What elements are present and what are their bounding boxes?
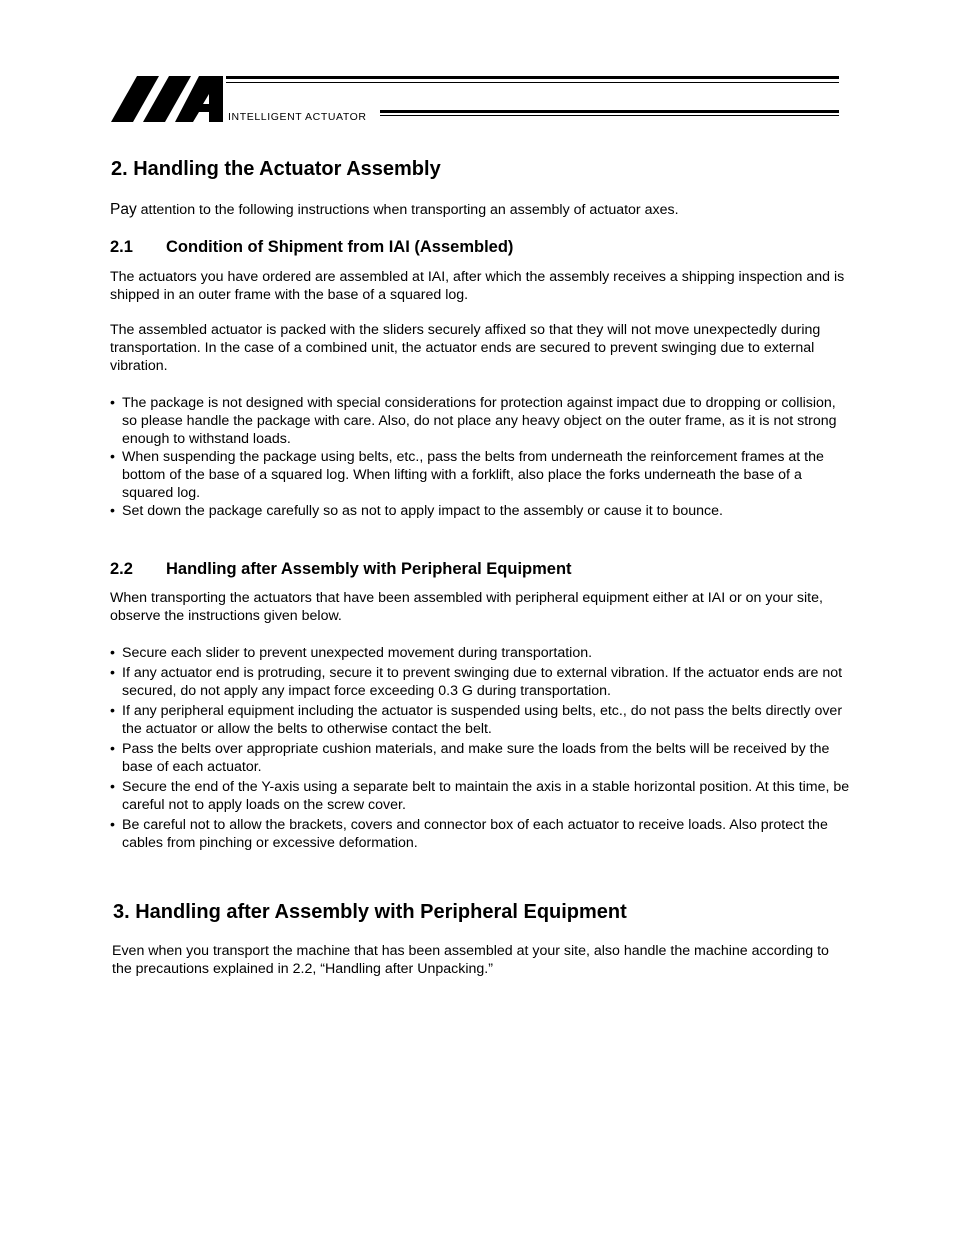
bullet-icon: •	[110, 395, 115, 411]
subsection-2-2-heading	[110, 559, 572, 579]
bullet-icon: •	[110, 741, 115, 757]
subsection-2-1-heading	[110, 237, 513, 257]
header-rule	[226, 76, 839, 79]
header-rule	[226, 82, 839, 83]
list-item: • The package is not designed with special considerations for protection against impact due to dropping or collision, so please handle the package with care. Also, do not place any heavy object on the outer frame, as it is not strong enough to withstand loads.	[110, 395, 837, 447]
paragraph: The assembled actuator is packed with the sliders securely affixed so that they will not move unexpectedly during transportation. In the case of a combined unit, the actuator ends are secured to prevent swinging due to external vibration.	[110, 322, 821, 374]
list-item: • Be careful not to allow the brackets, covers and connector box of each actuator to receive loads. Also protect the cables from pinching or excessive deformation.	[110, 817, 828, 851]
list-item: • If any peripheral equipment including the actuator is suspended using belts, etc., do not pass the belts directly over the actuator or allow the belts to otherwise contact the belt.	[110, 703, 843, 737]
subsection-title: Condition of Shipment from IAI (Assembled)	[166, 238, 514, 256]
bullet-icon: •	[110, 449, 115, 465]
bullet-list	[110, 644, 850, 854]
intro-first-word: Pay	[110, 201, 137, 218]
bullet-icon: •	[110, 817, 115, 833]
section-2-intro	[110, 201, 679, 219]
section-2-title: 2. Handling the Actuator Assembly	[111, 158, 441, 180]
paragraph: Even when you transport the machine that has been assembled at your site, also handle the machine according to the precautions explained in 2.2, “Handling after Unpacking.”	[112, 943, 829, 977]
iai-logo-icon	[111, 76, 223, 123]
list-item: • Set down the package carefully so as not to apply impact to the assembly or cause it to bounce.	[110, 503, 723, 519]
bullet-icon: •	[110, 779, 115, 795]
header-rule	[380, 115, 839, 116]
bullet-list	[110, 394, 850, 520]
list-item: • Secure the end of the Y-axis using a separate belt to maintain the axis in a stable horizontal position. At this time, be careful not to apply loads on the screw cover.	[110, 779, 850, 813]
intro-rest: attention to the following instructions when transporting an assembly of actuator axes.	[136, 202, 679, 218]
bullet-icon: •	[110, 665, 115, 681]
bullet-icon: •	[110, 503, 115, 519]
bullet-icon: •	[110, 645, 115, 661]
bullet-icon: •	[110, 703, 115, 719]
subsection-title: Handling after Assembly with Peripheral Equipment	[166, 560, 572, 578]
subsection-number: 2.1	[110, 238, 133, 256]
header-rule	[380, 110, 839, 113]
list-item: • Pass the belts over appropriate cushion materials, and make sure the loads from the belts will be received by the base of each actuator.	[110, 741, 830, 775]
section-3-title: 3. Handling after Assembly with Peripheral Equipment	[113, 901, 627, 923]
paragraph: The actuators you have ordered are assembled at IAI, after which the assembly receives a shipping inspection and is shipped in an outer frame with the base of a squared log.	[110, 269, 845, 303]
list-item: • Secure each slider to prevent unexpected movement during transportation.	[110, 645, 593, 661]
list-item: • When suspending the package using belts, etc., pass the belts from underneath the reinforcement frames at the bottom of the base of a squared log. When lifting with a forklift, also place the forks underneath the base of a squared log.	[110, 449, 824, 501]
list-item: • If any actuator end is protruding, secure it to prevent swinging due to external vibration. If the actuator ends are not secured, do not apply any impact force exceeding 0.3 G during transportation.	[110, 665, 843, 699]
subsection-number: 2.2	[110, 560, 133, 578]
logo-text: INTELLIGENT ACTUATOR	[228, 111, 367, 123]
paragraph: When transporting the actuators that have been assembled with peripheral equipment either at IAI or on your site, observe the instructions given below.	[110, 590, 823, 624]
